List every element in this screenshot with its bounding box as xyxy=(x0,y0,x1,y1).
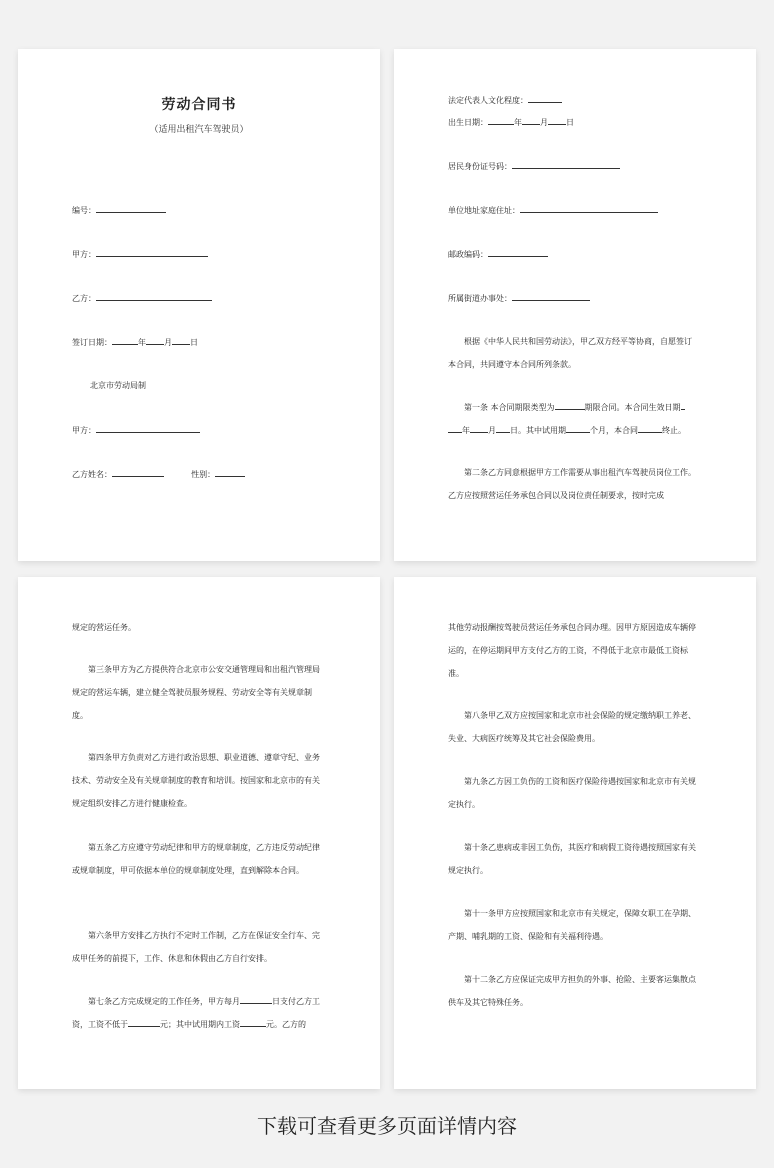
sign-date-label: 签订日期： xyxy=(72,338,112,347)
number-line xyxy=(72,204,166,216)
number-blank xyxy=(96,204,166,213)
party-b-blank xyxy=(96,292,212,301)
party-b-name-blank xyxy=(112,468,164,477)
article-7-part-a: 第七条乙方完成规定的工作任务，甲方每月 xyxy=(88,997,240,1006)
birth-line xyxy=(448,116,574,128)
month-label: 月 xyxy=(164,338,172,347)
address-blank xyxy=(520,204,658,213)
id-blank xyxy=(512,160,620,169)
party-b-label: 乙方： xyxy=(72,294,96,303)
postcode-blank xyxy=(488,248,548,257)
day-label: 日 xyxy=(190,338,198,347)
birth-month-blank xyxy=(522,116,540,125)
birth-day-blank xyxy=(548,116,566,125)
party-b-name-label: 乙方姓名： xyxy=(72,470,112,479)
id-label: 居民身份证号码： xyxy=(448,162,512,171)
day-blank xyxy=(172,336,190,345)
party-a-label: 甲方： xyxy=(72,250,96,259)
article-8: 第八条甲乙双方应按国家和北京市社会保险的规定缴纳职工养老、失业、大病医疗统筹及其它社会保险费用。 xyxy=(448,711,696,743)
birth-month-label: 月 xyxy=(540,118,548,127)
legal-rep-line xyxy=(448,94,562,106)
contract-subtitle: （适用出租汽车驾驶员） xyxy=(149,125,249,135)
address-label: 单位地址家庭住址： xyxy=(448,206,520,215)
article-1-year: 年 xyxy=(462,426,470,435)
birth-label: 出生日期： xyxy=(448,118,488,127)
document-page-4 xyxy=(394,577,756,1089)
party-a-line xyxy=(72,248,208,260)
article-7-part-b: 日支付乙方工资，工资不低于 xyxy=(72,997,320,1029)
article-1-blank-1 xyxy=(555,401,585,410)
document-page-2 xyxy=(394,49,756,561)
contract-title: 劳动合同书 xyxy=(161,97,237,113)
article-1-blank-7 xyxy=(638,424,662,433)
party-b-name-line xyxy=(72,468,245,480)
article-1-part-g: 终止。 xyxy=(662,426,686,435)
continuation-text-2: 其他劳动报酬按驾驶员营运任务承包合同办理。因甲方原因造成车辆停运的，在停运期间甲方支付乙方的工资，不得低于北京市最低工资标准。 xyxy=(448,623,696,678)
postcode-line xyxy=(448,248,548,260)
article-7-blank-3 xyxy=(240,1018,266,1027)
birth-year-blank xyxy=(488,116,514,125)
gender-label: 性别： xyxy=(191,470,216,479)
year-label: 年 xyxy=(138,338,146,347)
article-7 xyxy=(72,990,322,1036)
article-5: 第五条乙方应遵守劳动纪律和甲方的规章制度，乙方违反劳动纪律或规章制度，甲可依据本单位的规章制度处理，直到解除本合同。 xyxy=(72,843,320,875)
id-line xyxy=(448,160,620,172)
party-a2-blank xyxy=(96,424,200,433)
postcode-label: 邮政编码： xyxy=(448,250,488,259)
article-1-blank-4 xyxy=(470,424,488,433)
legal-rep-label: 法定代表人文化程度： xyxy=(448,96,528,105)
article-1-part-f: 个月，本合同 xyxy=(590,426,638,435)
sign-date-line xyxy=(72,336,198,348)
legal-rep-blank xyxy=(528,94,562,103)
article-1-blank-6 xyxy=(566,424,590,433)
article-9: 第九条乙方因工负伤的工资和医疗保险待遇按国家和北京市有关规定执行。 xyxy=(448,777,696,809)
article-1-part-e: 日。其中试用期 xyxy=(510,426,566,435)
birth-year-label: 年 xyxy=(514,118,522,127)
bureau-text: 北京市劳动局制 xyxy=(90,381,146,390)
article-2: 第二条乙方同意根据甲方工作需要从事出租汽车驾驶员岗位工作。乙方应按照营运任务承包合同以及岗位责任制要求，按时完成 xyxy=(448,468,696,500)
article-10: 第十条乙患病或非因工负伤，其医疗和病假工资待遇按照国家有关规定执行。 xyxy=(448,843,696,875)
party-a-blank xyxy=(96,248,208,257)
article-1-blank-2 xyxy=(681,401,685,410)
article-1-part-a: 第一条 本合同期限类型为 xyxy=(464,403,555,412)
article-11: 第十一条甲方应按照国家和北京市有关规定，保障女职工在孕期、产期、哺乳期的工资、保险和有关福利待遇。 xyxy=(448,909,696,941)
street-line xyxy=(448,292,590,304)
article-7-blank-2 xyxy=(128,1018,160,1027)
article-1-blank-3 xyxy=(448,424,462,433)
article-3: 第三条甲方为乙方提供符合北京市公安交通管理局和出租汽管理局规定的营运车辆，建立健全驾驶员服务规程、劳动安全等有关规章制度。 xyxy=(72,665,320,720)
party-b-line xyxy=(72,292,212,304)
birth-day-label: 日 xyxy=(566,118,574,127)
street-blank xyxy=(512,292,590,301)
article-7-part-c: 元；其中试用期内工资 xyxy=(160,1020,240,1029)
address-line xyxy=(448,204,658,216)
gender-blank xyxy=(215,468,245,477)
intro-paragraph: 根据《中华人民共和国劳动法》，甲乙双方经平等协商，自愿签订本合同，共同遵守本合同所列条款。 xyxy=(448,337,692,369)
article-7-part-d: 元。乙方的 xyxy=(266,1020,306,1029)
party-a2-line xyxy=(72,424,200,436)
month-blank xyxy=(146,336,164,345)
street-label: 所属街道办事处： xyxy=(448,294,512,303)
document-page-1 xyxy=(18,49,380,561)
article-1 xyxy=(448,396,698,442)
download-prompt[interactable]: 下载可查看更多页面详情内容 xyxy=(257,1114,517,1138)
document-page-3 xyxy=(18,577,380,1089)
article-1-blank-5 xyxy=(496,424,510,433)
article-1-month: 月 xyxy=(488,426,496,435)
article-6: 第六条甲方安排乙方执行不定时工作制，乙方在保证安全行车、完成甲任务的前提下，工作、休息和休假由乙方自行安排。 xyxy=(72,931,320,963)
year-blank xyxy=(112,336,138,345)
continuation-text: 规定的营运任务。 xyxy=(72,623,136,632)
article-1-part-b: 期限合同。本合同生效日期 xyxy=(584,403,681,412)
article-7-blank-1 xyxy=(240,995,272,1004)
party-a2-label: 甲方： xyxy=(72,426,96,435)
number-label: 编号： xyxy=(72,206,96,215)
article-4: 第四条甲方负责对乙方进行政治思想、职业道德、遵章守纪、业务技术、劳动安全及有关规章制度的教育和培训。按国家和北京市的有关规定组织安排乙方进行健康检查。 xyxy=(72,753,320,808)
article-12: 第十二条乙方应保证完成甲方担负的外事、抢险、主要客运集散点供车及其它特殊任务。 xyxy=(448,975,696,1007)
